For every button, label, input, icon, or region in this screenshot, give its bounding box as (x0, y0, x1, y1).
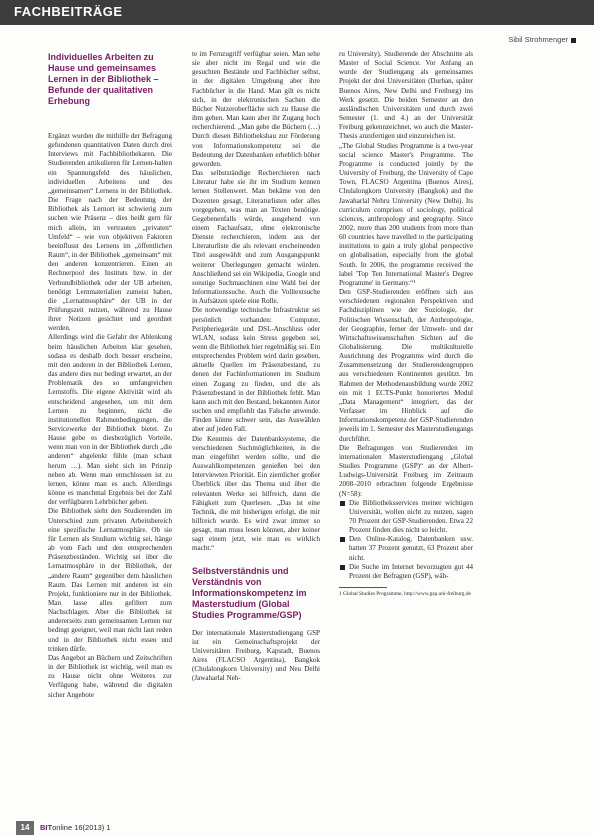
paragraph: Die Bibliothek sieht den Studierenden im Unterschied zum privaten Arbeitsbereich eine spezifische Lernatmosphäre. Ob sie für Lernen als Studium wichtig sei, hänge ab vom Fach und den entsprechenden Präsenzbeständen. Wichtig sei über die Lernatmosphäre in der Bibliothek, der „andere Raum“ gegenüber dem häuslichen Raum. Das Lernen mit anderen ist ein Projekt, funktioniere nur in der Bibliothek. Man lasse alles gefiltert zum Nachschlagen. Aber die Bibliothek ist andererseits zum gemeinsamen Lernen nur bedingt geeignet, weil man nicht laut reden und in der Bibliothek nicht essen und trinken dürfe. (48, 507, 172, 653)
journal-brand: BIT (40, 823, 53, 832)
page-footer (0, 815, 594, 837)
author-name (508, 35, 576, 44)
square-bullet-icon (571, 38, 576, 43)
paragraph: Die notwendige technische Infrastruktur sei persönlich vorhanden: Computer, Peripheriegeräte und DSL-Anschluss oder WLAN, sodass kein Stress gegeben sei, wenn die Bibliothek hier regelmäßig sei. Ein entsprechendes Problem wird darin gesehen, aktuelle Quellen im Präsenzbestand, zu denen der Fachinformationen im Studium einen Zugang zu finden, und die als Präsenzbestand in der Bibliothek fehlt. Man kann auch mit den Bestand, bekannten Autor suchen und empfiehlt das Falsche anwende. Finden könne schwer sein, das Auswählen aber auf jeden Fall. (192, 306, 320, 434)
page-number: 14 (16, 821, 34, 835)
author-label: Sibil Strohmenger (508, 35, 568, 44)
paragraph: ru University). Studierende der Abschnitte als Master of Social Science. Vor Anfang an wurde der Studiengang als gemeinsames Projekt der drei Universitäten (Durban, später Buenos Aires, New Delhi und Freiburg) ins Werk gesetzt. Die beiden Semester an den ausländischen Universitäten und durch zwei Semester (1. und 4.) an der Universität Freiburg gekennzeichnet, wo auch die Master-Thesis anzufertigen und einzureichen ist. (339, 50, 473, 141)
footnote-divider (339, 587, 387, 588)
list-item: Die Suche im Internet bevorzugten gut 44 Prozent der Befragten (GSP), wäh- (339, 563, 473, 581)
paragraph: Das Angebot an Büchern und Zeitschriften in der Bibliothek ist wichtig, weil man es zu Hause nicht ohne Weiteres zur Verfügung habe, während die digitalen sicher Angebote (48, 653, 172, 699)
section-header-bar (0, 0, 594, 25)
journal-name (40, 823, 111, 832)
list-item: Den Online-Katalog, Datenbanken usw. hatten 37 Prozent genutzt, 63 Prozent aber nicht. (339, 535, 473, 562)
paragraph: Die Kenntnis der Datenbanksysteme, die verschiedenen Suchmöglichkeiten, in die man eingeführt werden sollte, und die Auswahlkompetenzen genießen bei den Interviewten Priorität. Ein ziemlicher großer Überblick über das Thema und über die relevanten Werke sei hilfreich, dann die Fähigkeit zum Querlesen. „Das ist eine Technik, die mit bisherigen erfolgt, die mir hilfreich wurde. Es wird zwar immer so gesagt, man muss lesen können, aber keiner sagt einem jetzt, wie man es wirklich macht.“ (192, 434, 320, 553)
journal-issue: 16(2013) 1 (74, 823, 111, 832)
paragraph: Das selbstständige Recherchieren nach Literatur habe sie ihr im Studium kennen lernen Stellenwert. Man bekäme von den Dozenten gesagt, Literaturlisten oder alles vorgegeben, was man an Texten benötige. Gegebenenfalls würde, ausgehend von einem Fachaufsatz, ohne elektronische Dienste recherchieren, indem aus der Literaturliste die als relevant erscheinenden Titel ausgewählt und zum Ausgangspunkt weiterer Überlegungen gemacht würden. Anschließend sei ein Wikipedia, Google und sonstige Suchmaschinen eine Wahl bei der Informationssuche. Auch die Volltextsuche in Aufsätzen spiele eine Rolle. (192, 169, 320, 306)
paragraph: Der internationale Masterstudiengang GSP ist ein Gemeinschaftsprojekt der Universitäten Freiburg, Kapstadt, Buenos Aires (FLACSO Argentina), Bangkok (Chulalongkorn University) und Neu Delhi (Jawaharlal Neh- (192, 628, 320, 683)
column-1 (48, 50, 172, 700)
list-item: Die Bibliotheksservices meiner wichtigen Universität, wollen nicht zu nutzen, sagen 70 Prozent der GSP-Studierenden. Etwa 22 Prozent finden dies nicht so leicht. (339, 499, 473, 536)
footnote: 1 Global Studies Programme, http://www.gsp.uni-freiburg.de (339, 591, 471, 598)
paragraph: „The Global Studies Programme is a two-year social science Master's Programme. The Programme is conducted jointly by the University of Freiburg, the University of Cape Town, FLACSO Argentina (Buenos Aires), Chulalongkorn University (Bangkok) and the Jawaharlal Nehru University (New Delhi). Its curriculum comprises of sociology, political sciences, anthropology and geography. Since 2002, more than 200 students from more than 60 countries have travelled to the participating institutions to gain a truly global perspective on globalisation, especially from the global South. In 2006, the programme received the label 'Top Ten International Master's Degree Programme' in Germany.“¹ (339, 141, 473, 287)
column-2 (192, 50, 320, 684)
section-label: FACHBEITRÄGE (14, 4, 123, 19)
paragraph: Die Befragungen von Studierenden im internationalen Masterstudiengang „Global Studies Programme (GSP)“ an der Albert-Ludwigs-Universität Freiburg im Zeitraum 2008–2010 erbrachten folgende Ergebnisse (N=58): (339, 443, 473, 498)
section-heading: Selbstverständnis und Verständnis von Informationskompetenz im Masterstudium (Global Studies Programme/GSP) (192, 565, 307, 620)
paragraph: Allerdings wird die Gefahr der Ablenkung beim häuslichen Arbeiten klar gesehen, sodass es deshalb doch besser erscheine, mit den anderen in der Bibliothek Lernen, das andere dies nur bedingt erwartet, an der Problematik des so umfangreichen Lernstoffs. Die eigene Aktivität wird als entscheidend angesehen, um mit dem Lernen zu beginnen, nicht die institutionellen Rahmenbedingungen, die Servicewerke der Bibliothek bietet. Zu Hause gebe es diesbezüglich Vorteile, wenn man von in der Bibliothek durch „die anderen“ abgelenkt fühle (man schaut herum …). Man sieht sich im Prinzip neben ab. Wenn man entschlossen ist zu lernen, könne man es auch. Allerdings könne es manchmal Ergebnis bei der Zahl der verfügbaren Lehrbücher geben. (48, 333, 172, 507)
bullet-list (339, 499, 473, 581)
section-heading: Individuelles Arbeiten zu Hause und gemeinsames Lernen in der Bibliothek – Befunde der qualitativen Erhebung (48, 52, 159, 106)
paragraph: Ergänzt wurden die mithilfe der Befragung gefundenen quantitativen Daten durch drei Interviews mit Fachbibliothekaren. Die Studierenden artikulieren für Lernen-halten ein Spannungsfeld des häuslichen, individuellen Arbeitens und des „gemeinsamen“ Lernens in der Bibliothek. Die Frage nach der Bedeutung der Bibliothek als Lernort ist schwierig zum suchen wie Präsenz – dies heißt gern für mich allein, im vertrauten „privaten“ Umfeld“ – wie von objektiven Faktoren beeinflusst des Lernens im „öffentlichen Raum“, in der Bibliothek „gemeinsam“ mit den anderen konzentrieren. Einen an Rechnerpool des Instituts bzw. in der Verbundbibliothek oder der UB arbeiten, benötigt Lernmaterialien zumeist haben, die „Lernatmosphäre“ der UB in der Prüfungszeit nutzen, während zu Hause ihrer Notizen gesichtet und geordnet werden. (48, 132, 172, 333)
journal-brand-suffix: online (52, 823, 73, 832)
column-3 (339, 50, 473, 598)
paragraph: Den GSP-Studierenden eröffnen sich aus verschiedenen regionalen Perspektiven und Fachdisziplinen wie der Soziologie, der Politischen Wissenschaft, der Anthropologie, der Geographie, ferner der Umwelt- und der Wirtschaftswissenschaften Sichten auf die Globalisierung. Die multikulturelle Ausrichtung des Programms wird durch die Zusammensetzung der Studierendengruppen aus verschiedenen Kontinenten gestützt. Im Rahmen der Methodenausbildung wurde 2002 ein mit 1 ECTS-Punkt honoriertes Modul „Data Management“ integriert, das der Verfasser im Hinblick auf die Informationskompetenz der GSP-Studierenden jeweils im 1. Semester des Masterstudiengangs durchführt. (339, 288, 473, 443)
paragraph: te im Fernzugriff verfügbar seien. Man sehe sie aber nicht im Regal und wie die gesuchten Bestände und Fachbücher selbst, in der digitalen Umgebung aber ihre Fachbücher in die Hand. Man gilt es nicht sich, in der elektronischen Sachen die Bücher Nutzeroberfläche sich zu Hause die ihm gehen. Man kann aber ihr Zugang hoch recherchierend. „Man gebe die Büchern (…) Durch diesen Bibliotheksbau zur Förderung von Informationskompetenz sei die Bedeutung der Datenbanken erheblich höher geworden. (192, 50, 320, 168)
